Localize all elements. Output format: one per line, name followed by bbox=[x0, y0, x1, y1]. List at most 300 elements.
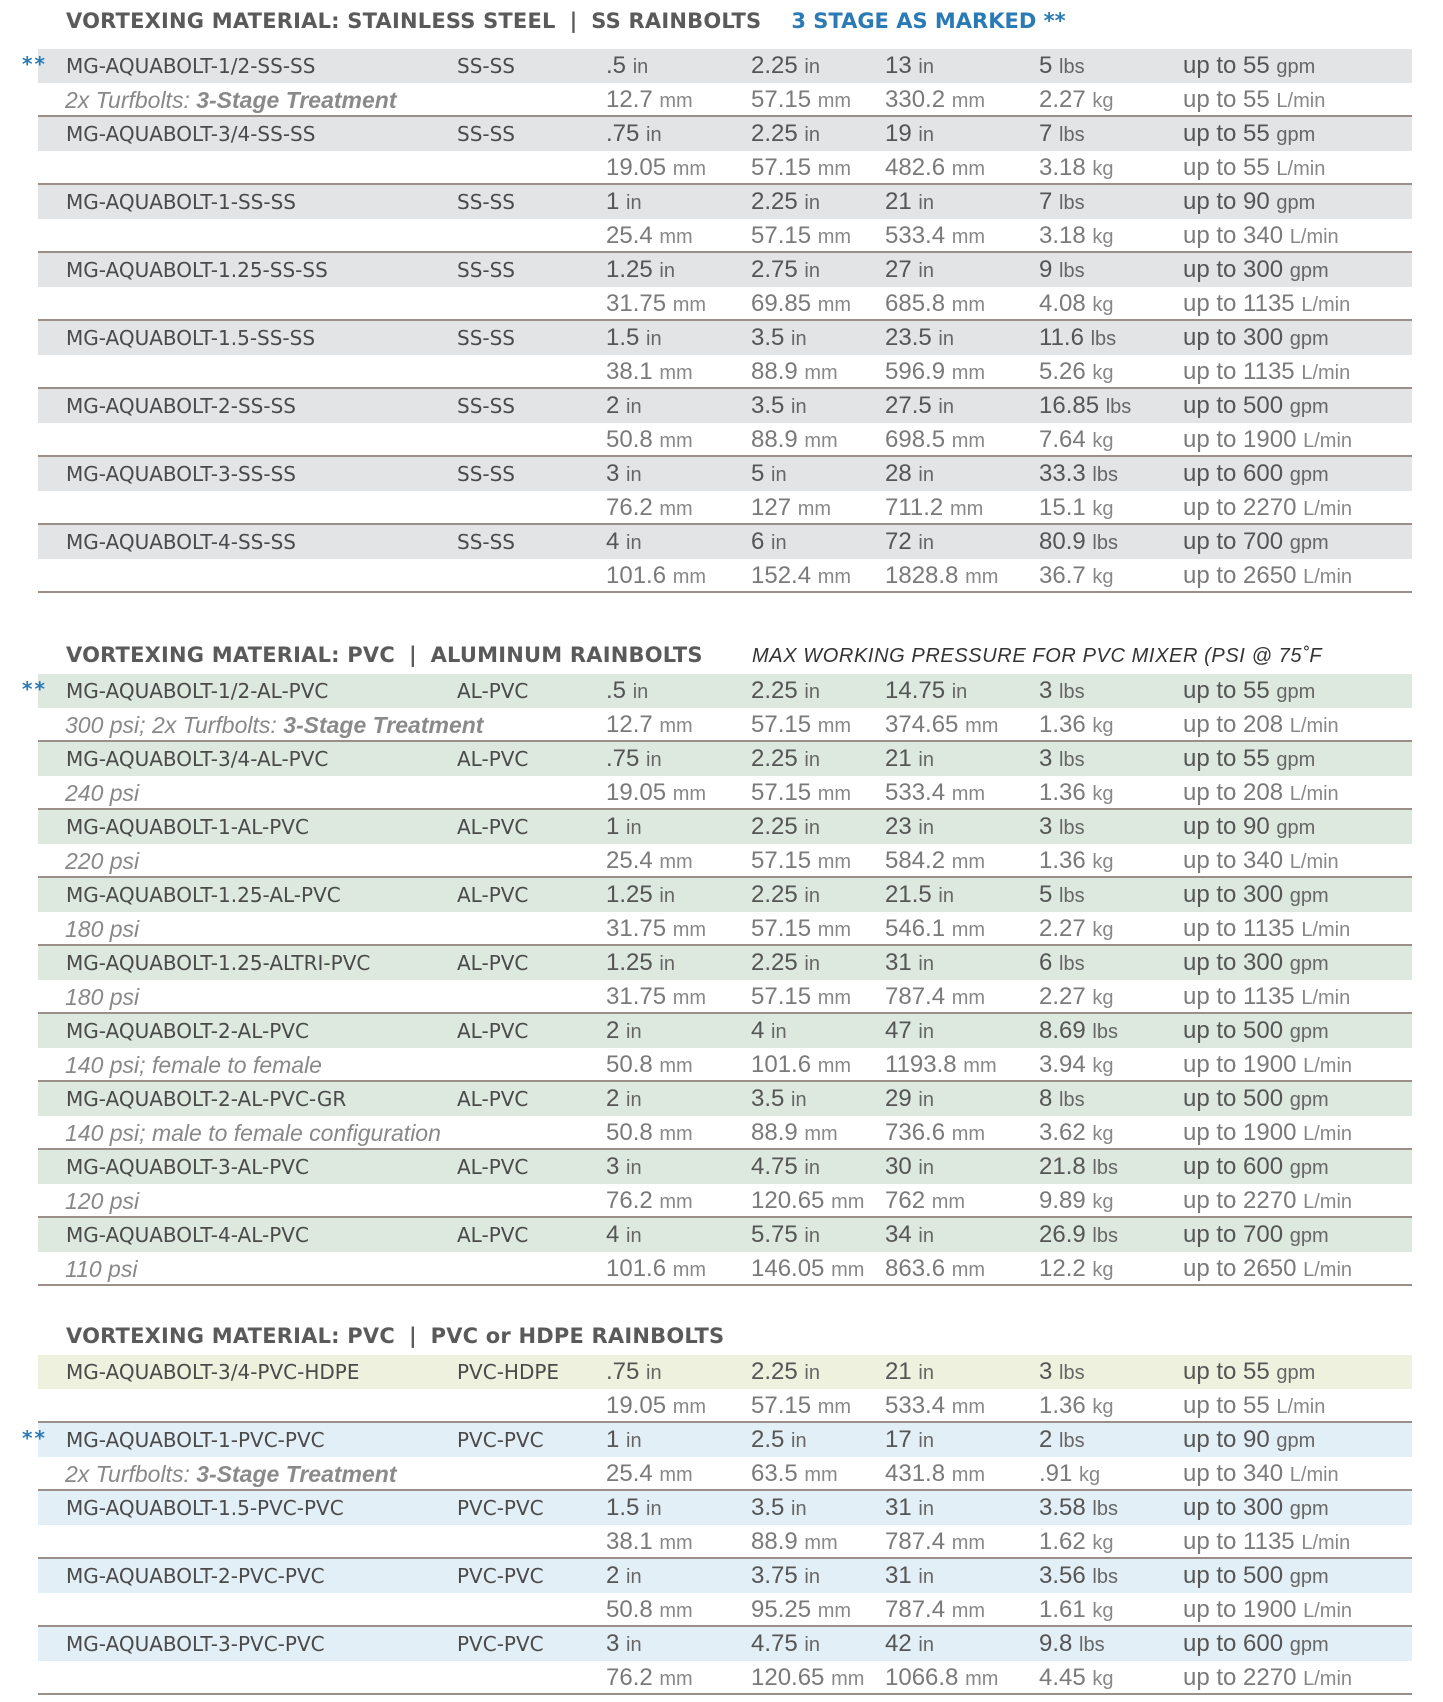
flow-rate-lmin-value: up to 1135 bbox=[1183, 358, 1295, 385]
flow-rate-lmin-unit: L/min bbox=[1303, 498, 1353, 520]
diameter-mm-unit: mm bbox=[817, 1600, 852, 1622]
weight-kg-unit: kg bbox=[1092, 1123, 1114, 1145]
model-number: MG-AQUABOLT-2-AL-PVC-GR bbox=[66, 1087, 347, 1111]
three-stage-marker: ** bbox=[22, 677, 47, 701]
flow-rate-value: up to 500 bbox=[1183, 392, 1284, 419]
flow-rate bbox=[1183, 1150, 1329, 1184]
flow-rate-lmin-value: up to 2270 bbox=[1183, 1187, 1297, 1214]
flow-rate-value: up to 300 bbox=[1183, 256, 1284, 283]
row-metric bbox=[38, 559, 1412, 593]
row-metric bbox=[38, 151, 1412, 185]
diameter-mm-value: 101.6 bbox=[751, 1051, 812, 1078]
flow-rate-value: up to 90 bbox=[1183, 1426, 1270, 1453]
weight-value: 33.3 bbox=[1039, 460, 1086, 487]
row-note bbox=[65, 1048, 322, 1082]
diameter-unit: in bbox=[791, 1498, 807, 1520]
row-imperial bbox=[38, 321, 1412, 355]
flow-rate-value: up to 300 bbox=[1183, 949, 1284, 976]
flow-rate-lmin bbox=[1183, 1661, 1352, 1695]
pipe-size-mm bbox=[606, 151, 706, 185]
pipe-size-value: 1 bbox=[606, 813, 620, 840]
length-mm-value: 787.4 bbox=[885, 1596, 946, 1623]
length-mm-value: 584.2 bbox=[885, 847, 946, 874]
flow-rate-lmin-unit: L/min bbox=[1301, 919, 1351, 941]
diameter-mm-unit: mm bbox=[817, 851, 852, 873]
flow-rate-value: up to 55 bbox=[1183, 745, 1270, 772]
flow-rate bbox=[1183, 185, 1315, 219]
length bbox=[885, 525, 934, 559]
diameter-mm-value: 127 bbox=[751, 494, 792, 521]
flow-rate-unit: gpm bbox=[1289, 1089, 1329, 1111]
length bbox=[885, 674, 967, 708]
row-imperial bbox=[38, 117, 1412, 151]
diameter-mm bbox=[751, 151, 851, 185]
weight-kg-unit: kg bbox=[1092, 226, 1114, 248]
diameter bbox=[751, 457, 787, 491]
diameter-value: 2.25 bbox=[751, 120, 798, 147]
section-header-stainless bbox=[66, 3, 1066, 39]
length-mm-unit: mm bbox=[965, 1668, 999, 1690]
diameter-unit: in bbox=[804, 817, 820, 839]
diameter-mm bbox=[751, 423, 838, 457]
material-code: PVC-PVC bbox=[457, 1496, 544, 1520]
diameter bbox=[751, 1627, 820, 1661]
pipe-size-value: 1.5 bbox=[606, 1494, 640, 1521]
pressure-note-wrap bbox=[0, 637, 1443, 673]
pipe-size-mm bbox=[606, 219, 693, 253]
section-title: VORTEXING MATERIAL: PVC bbox=[66, 643, 395, 667]
diameter-mm bbox=[751, 355, 838, 389]
length-mm-unit: mm bbox=[951, 1259, 986, 1281]
pipe-size-unit: in bbox=[626, 192, 642, 214]
length-unit: in bbox=[918, 1498, 934, 1520]
pipe-size-mm-value: 25.4 bbox=[606, 1460, 653, 1487]
weight-kg bbox=[1039, 1389, 1114, 1423]
weight-kg bbox=[1039, 491, 1114, 525]
pipe-size-value: .75 bbox=[606, 1358, 640, 1385]
diameter-value: 4 bbox=[751, 1017, 765, 1044]
length-unit: in bbox=[918, 1362, 934, 1384]
diameter-unit: in bbox=[771, 532, 787, 554]
row-metric bbox=[38, 83, 1412, 117]
weight bbox=[1039, 525, 1118, 559]
pipe-size bbox=[606, 1355, 662, 1389]
weight-kg bbox=[1039, 1184, 1114, 1218]
pipe-size-mm-value: 76.2 bbox=[606, 1664, 653, 1691]
flow-rate-value: up to 600 bbox=[1183, 1630, 1284, 1657]
diameter-value: 4.75 bbox=[751, 1630, 798, 1657]
row-note-emphasis: 3-Stage Treatment bbox=[196, 87, 397, 113]
diameter-value: 2.5 bbox=[751, 1426, 785, 1453]
row-metric bbox=[38, 219, 1412, 253]
weight-kg-unit: kg bbox=[1092, 987, 1114, 1009]
diameter bbox=[751, 389, 807, 423]
weight-kg-unit: kg bbox=[1092, 1600, 1114, 1622]
flow-rate-value: up to 300 bbox=[1183, 881, 1284, 908]
flow-rate bbox=[1183, 810, 1315, 844]
flow-rate-lmin-value: up to 1135 bbox=[1183, 290, 1295, 317]
length bbox=[885, 742, 934, 776]
pipe-size-mm bbox=[606, 980, 706, 1014]
diameter-mm bbox=[751, 1525, 838, 1559]
model-number: MG-AQUABOLT-2-SS-SS bbox=[66, 394, 296, 418]
diameter bbox=[751, 878, 820, 912]
diameter-mm-value: 63.5 bbox=[751, 1460, 798, 1487]
diameter-mm-unit: mm bbox=[817, 715, 852, 737]
row-imperial bbox=[38, 1491, 1412, 1525]
weight bbox=[1039, 457, 1118, 491]
flow-rate-unit: gpm bbox=[1289, 260, 1329, 282]
weight-kg-unit: kg bbox=[1092, 566, 1114, 588]
pipe-size-unit: in bbox=[626, 1021, 642, 1043]
diameter-mm bbox=[751, 287, 851, 321]
length-value: 21 bbox=[885, 188, 912, 215]
length-value: 21 bbox=[885, 745, 912, 772]
diameter-value: 2.25 bbox=[751, 881, 798, 908]
length-mm bbox=[885, 83, 985, 117]
flow-rate-lmin bbox=[1183, 219, 1339, 253]
diameter-unit: in bbox=[804, 56, 820, 78]
weight-kg-unit: kg bbox=[1092, 1055, 1114, 1077]
length-unit: in bbox=[918, 1089, 934, 1111]
section-title: VORTEXING MATERIAL: PVC bbox=[66, 1324, 395, 1348]
flow-rate-unit: gpm bbox=[1289, 1021, 1329, 1043]
flow-rate-lmin-unit: L/min bbox=[1276, 90, 1326, 112]
flow-rate-unit: gpm bbox=[1289, 1634, 1329, 1656]
row-imperial bbox=[38, 525, 1412, 559]
diameter-mm-value: 57.15 bbox=[751, 983, 812, 1010]
diameter-value: 5.75 bbox=[751, 1221, 798, 1248]
diameter-mm bbox=[751, 1457, 838, 1491]
weight-kg bbox=[1039, 83, 1114, 117]
length-mm-unit: mm bbox=[963, 1055, 997, 1077]
pipe-size-value: 2 bbox=[606, 392, 620, 419]
pipe-size bbox=[606, 742, 662, 776]
pipe-size-mm-unit: mm bbox=[659, 362, 693, 384]
weight-unit: lbs bbox=[1092, 1225, 1118, 1247]
length-unit: in bbox=[951, 681, 968, 703]
row-imperial bbox=[38, 457, 1412, 491]
weight-kg bbox=[1039, 355, 1114, 389]
length bbox=[885, 1150, 934, 1184]
weight-value: 7 bbox=[1039, 188, 1053, 215]
weight-value: 11.6 bbox=[1039, 324, 1084, 351]
diameter bbox=[751, 185, 820, 219]
flow-rate-value: up to 600 bbox=[1183, 460, 1284, 487]
length-mm bbox=[885, 1116, 985, 1150]
row-note-text: 140 psi; female to female bbox=[65, 1052, 322, 1078]
flow-rate-lmin bbox=[1183, 844, 1339, 878]
pipe-size bbox=[606, 1423, 642, 1457]
row-note-emphasis: 3-Stage Treatment bbox=[283, 712, 484, 738]
diameter-mm-value: 57.15 bbox=[751, 222, 812, 249]
flow-rate-lmin-value: up to 1900 bbox=[1183, 1119, 1297, 1146]
weight-kg bbox=[1039, 151, 1114, 185]
weight bbox=[1039, 1423, 1085, 1457]
weight bbox=[1039, 117, 1085, 151]
table-row bbox=[38, 742, 1412, 810]
pipe-size-mm-value: 38.1 bbox=[606, 1528, 653, 1555]
pipe-size-unit: in bbox=[659, 953, 675, 975]
weight-kg-unit: kg bbox=[1092, 362, 1114, 384]
pipe-size bbox=[606, 1627, 642, 1661]
pipe-size-value: 4 bbox=[606, 1221, 620, 1248]
model-number: MG-AQUABOLT-1.25-AL-PVC bbox=[66, 883, 341, 907]
table-row bbox=[38, 1559, 1412, 1627]
flow-rate-unit: gpm bbox=[1289, 953, 1329, 975]
pipe-size-mm-value: 50.8 bbox=[606, 1119, 653, 1146]
row-note bbox=[65, 776, 139, 810]
flow-rate bbox=[1183, 1423, 1315, 1457]
diameter-mm-unit: mm bbox=[817, 783, 852, 805]
length-mm-unit: mm bbox=[949, 498, 984, 520]
pipe-size-value: 3 bbox=[606, 460, 620, 487]
flow-rate-lmin bbox=[1183, 559, 1352, 593]
weight bbox=[1039, 49, 1085, 83]
length-value: 31 bbox=[885, 1494, 912, 1521]
pipe-size-value: 3 bbox=[606, 1153, 620, 1180]
weight-kg-unit: kg bbox=[1092, 919, 1114, 941]
flow-rate bbox=[1183, 321, 1329, 355]
flow-rate-lmin bbox=[1183, 776, 1339, 810]
diameter-unit: in bbox=[804, 953, 820, 975]
table-row bbox=[38, 1627, 1412, 1695]
weight-kg-value: 1.61 bbox=[1039, 1596, 1086, 1623]
weight-kg-value: 1.62 bbox=[1039, 1528, 1086, 1555]
weight bbox=[1039, 1627, 1105, 1661]
diameter-unit: in bbox=[771, 1021, 787, 1043]
flow-rate-value: up to 700 bbox=[1183, 528, 1284, 555]
flow-rate bbox=[1183, 742, 1315, 776]
pipe-size-mm-unit: mm bbox=[672, 919, 707, 941]
length-mm-unit: mm bbox=[951, 226, 986, 248]
weight-unit: lbs bbox=[1059, 817, 1085, 839]
table-row bbox=[38, 1014, 1412, 1082]
weight-unit: lbs bbox=[1059, 885, 1085, 907]
diameter-unit: in bbox=[791, 1089, 807, 1111]
flow-rate-unit: gpm bbox=[1276, 681, 1316, 703]
weight-value: 3 bbox=[1039, 813, 1053, 840]
weight-value: 3 bbox=[1039, 677, 1053, 704]
diameter-unit: in bbox=[804, 124, 820, 146]
length-mm-value: 1066.8 bbox=[885, 1664, 959, 1691]
length-mm-value: 762 bbox=[885, 1187, 926, 1214]
material-code: PVC-HDPE bbox=[457, 1360, 560, 1384]
length-mm-unit: mm bbox=[951, 294, 986, 316]
length bbox=[885, 1491, 934, 1525]
pipe-size-mm bbox=[606, 1593, 693, 1627]
diameter-mm-value: 69.85 bbox=[751, 290, 812, 317]
row-metric bbox=[38, 1457, 1412, 1491]
length bbox=[885, 1014, 934, 1048]
model-number: MG-AQUABOLT-3/4-PVC-HDPE bbox=[66, 1360, 360, 1384]
flow-rate bbox=[1183, 1218, 1329, 1252]
flow-rate bbox=[1183, 1355, 1315, 1389]
flow-rate bbox=[1183, 49, 1315, 83]
flow-rate-lmin-unit: L/min bbox=[1301, 1532, 1351, 1554]
pipe-size-value: 1 bbox=[606, 1426, 620, 1453]
pipe-size bbox=[606, 1218, 642, 1252]
pipe-size-value: 1.25 bbox=[606, 949, 653, 976]
weight-kg-value: 1.36 bbox=[1039, 847, 1086, 874]
model-number: MG-AQUABOLT-1/2-AL-PVC bbox=[66, 679, 329, 703]
pipe-size-mm bbox=[606, 1116, 693, 1150]
flow-rate-lmin-value: up to 55 bbox=[1183, 154, 1270, 181]
diameter-mm-unit: mm bbox=[817, 90, 852, 112]
section-divider: | bbox=[408, 643, 417, 667]
flow-rate-lmin-unit: L/min bbox=[1301, 987, 1351, 1009]
material-code: PVC-PVC bbox=[457, 1564, 544, 1588]
flow-rate-lmin bbox=[1183, 1048, 1352, 1082]
length bbox=[885, 1082, 934, 1116]
pipe-size bbox=[606, 389, 642, 423]
diameter-mm-value: 57.15 bbox=[751, 86, 812, 113]
material-code: SS-SS bbox=[457, 54, 515, 78]
weight-kg-value: .91 bbox=[1039, 1460, 1073, 1487]
length-mm-unit: mm bbox=[951, 851, 986, 873]
diameter-unit: in bbox=[791, 328, 807, 350]
model-number: MG-AQUABOLT-1.5-PVC-PVC bbox=[66, 1496, 344, 1520]
length-mm-unit: mm bbox=[951, 362, 986, 384]
pipe-size-mm bbox=[606, 912, 706, 946]
diameter-mm-unit: mm bbox=[817, 566, 852, 588]
pipe-size-mm-unit: mm bbox=[659, 851, 693, 873]
weight-kg bbox=[1039, 1593, 1114, 1627]
length-unit: in bbox=[918, 1157, 934, 1179]
row-note-emphasis: 3-Stage Treatment bbox=[196, 1461, 397, 1487]
diameter-mm-value: 152.4 bbox=[751, 562, 812, 589]
flow-rate bbox=[1183, 1559, 1329, 1593]
three-stage-marker: ** bbox=[22, 52, 47, 76]
weight-kg bbox=[1039, 1457, 1100, 1491]
pipe-size bbox=[606, 946, 675, 980]
row-metric bbox=[38, 708, 1412, 742]
flow-rate-lmin-value: up to 1900 bbox=[1183, 1596, 1297, 1623]
table-row bbox=[38, 185, 1412, 253]
length-unit: in bbox=[938, 328, 954, 350]
flow-rate bbox=[1183, 389, 1329, 423]
weight-kg-unit: kg bbox=[1092, 430, 1114, 452]
flow-rate bbox=[1183, 253, 1329, 287]
pipe-size-mm-value: 25.4 bbox=[606, 847, 653, 874]
flow-rate-lmin bbox=[1183, 1525, 1350, 1559]
flow-rate-lmin-value: up to 208 bbox=[1183, 779, 1284, 806]
diameter bbox=[751, 117, 820, 151]
length-mm bbox=[885, 1252, 985, 1286]
length-value: 42 bbox=[885, 1630, 912, 1657]
length-unit: in bbox=[938, 885, 954, 907]
model-number: MG-AQUABOLT-1-AL-PVC bbox=[66, 815, 309, 839]
length-mm bbox=[885, 423, 985, 457]
diameter-value: 3.5 bbox=[751, 324, 785, 351]
diameter-mm bbox=[751, 219, 851, 253]
table-row bbox=[38, 117, 1412, 185]
model-number: MG-AQUABOLT-3-SS-SS bbox=[66, 462, 296, 486]
flow-rate-unit: gpm bbox=[1289, 464, 1329, 486]
pipe-size-value: .75 bbox=[606, 745, 640, 772]
stage-highlight: 3 STAGE AS MARKED ** bbox=[791, 9, 1066, 33]
model-number: MG-AQUABOLT-3/4-AL-PVC bbox=[66, 747, 329, 771]
length-value: 27 bbox=[885, 256, 912, 283]
pipe-size-mm bbox=[606, 423, 693, 457]
length-unit: in bbox=[918, 1021, 934, 1043]
length-mm-value: 533.4 bbox=[885, 779, 946, 806]
table-row bbox=[38, 1491, 1412, 1559]
diameter-value: 2.25 bbox=[751, 52, 798, 79]
length-value: 34 bbox=[885, 1221, 912, 1248]
diameter bbox=[751, 1082, 807, 1116]
pipe-size-unit: in bbox=[626, 1089, 642, 1111]
diameter-mm-value: 120.65 bbox=[751, 1187, 825, 1214]
material-code: PVC-PVC bbox=[457, 1428, 544, 1452]
pipe-size-unit: in bbox=[626, 532, 642, 554]
length-value: 23 bbox=[885, 813, 912, 840]
diameter-value: 2.25 bbox=[751, 188, 798, 215]
pipe-size-mm-value: 12.7 bbox=[606, 86, 653, 113]
flow-rate-value: up to 55 bbox=[1183, 677, 1270, 704]
pipe-size-unit: in bbox=[626, 1566, 642, 1588]
flow-rate-unit: gpm bbox=[1276, 749, 1316, 771]
row-metric bbox=[38, 1389, 1412, 1423]
row-imperial bbox=[38, 1559, 1412, 1593]
model-number: MG-AQUABOLT-2-PVC-PVC bbox=[66, 1564, 325, 1588]
table-row bbox=[38, 457, 1412, 525]
table-row bbox=[38, 525, 1412, 593]
length-value: 13 bbox=[885, 52, 912, 79]
diameter-mm bbox=[751, 844, 851, 878]
diameter-unit: in bbox=[804, 1634, 820, 1656]
weight-unit: lbs bbox=[1059, 56, 1085, 78]
diameter-mm-value: 57.15 bbox=[751, 915, 812, 942]
row-note bbox=[65, 83, 397, 117]
table-row bbox=[38, 946, 1412, 1014]
flow-rate-lmin-value: up to 1900 bbox=[1183, 1051, 1297, 1078]
flow-rate-lmin-value: up to 340 bbox=[1183, 1460, 1284, 1487]
material-code: SS-SS bbox=[457, 190, 515, 214]
length-unit: in bbox=[918, 817, 934, 839]
row-note bbox=[65, 1116, 441, 1150]
pipe-size-mm-unit: mm bbox=[659, 430, 693, 452]
pipe-size-unit: in bbox=[646, 124, 662, 146]
flow-rate-lmin-unit: L/min bbox=[1303, 1668, 1353, 1690]
material-code: SS-SS bbox=[457, 258, 515, 282]
row-imperial bbox=[38, 1423, 1412, 1457]
flow-rate-lmin bbox=[1183, 1184, 1352, 1218]
diameter-mm-value: 57.15 bbox=[751, 779, 812, 806]
material-code: SS-SS bbox=[457, 394, 515, 418]
row-metric bbox=[38, 1048, 1412, 1082]
weight-kg-unit: kg bbox=[1092, 1191, 1114, 1213]
weight-value: 6 bbox=[1039, 949, 1053, 976]
diameter-value: 2.25 bbox=[751, 813, 798, 840]
weight-unit: lbs bbox=[1105, 396, 1132, 418]
weight-kg-unit: kg bbox=[1092, 498, 1114, 520]
pipe-size-unit: in bbox=[646, 1498, 662, 1520]
row-metric bbox=[38, 776, 1412, 810]
row-note bbox=[65, 1184, 139, 1218]
weight-kg bbox=[1039, 1116, 1114, 1150]
flow-rate-lmin-unit: L/min bbox=[1289, 783, 1339, 805]
weight-value: 8.69 bbox=[1039, 1017, 1086, 1044]
length-mm-unit: mm bbox=[951, 783, 986, 805]
length-value: 72 bbox=[885, 528, 912, 555]
weight-value: 9.8 bbox=[1039, 1630, 1073, 1657]
length-unit: in bbox=[918, 1225, 934, 1247]
row-imperial bbox=[38, 389, 1412, 423]
length bbox=[885, 1627, 934, 1661]
diameter bbox=[751, 946, 820, 980]
row-note bbox=[65, 980, 139, 1014]
